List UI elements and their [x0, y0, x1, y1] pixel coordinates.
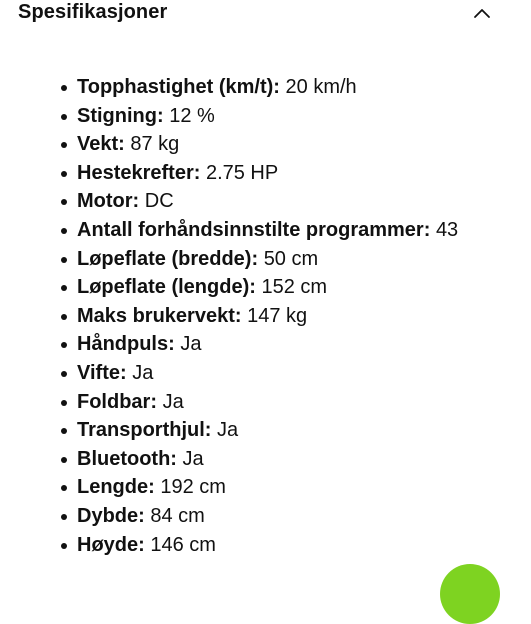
section-title: Spesifikasjoner — [18, 1, 168, 23]
spec-key: Antall forhåndsinnstilte programmer: — [77, 218, 431, 241]
spec-key: Foldbar: — [77, 390, 157, 413]
bullet-icon — [61, 228, 67, 234]
spec-key: Hestekrefter: — [77, 161, 201, 184]
bullet-icon — [61, 257, 67, 263]
spec-key: Lengde: — [77, 476, 155, 499]
spec-key: Håndpuls: — [77, 333, 175, 356]
spec-key: Høyde: — [77, 533, 145, 556]
spec-value: 20 km/h — [285, 76, 357, 98]
spec-item — [0, 102, 458, 131]
specifications-header[interactable] — [0, 0, 531, 30]
spec-value: Ja — [162, 390, 184, 413]
spec-key: Topphastighet (km/t): — [77, 76, 280, 98]
spec-value: 146 cm — [150, 533, 216, 556]
spec-key: Løpeflate (bredde): — [77, 247, 259, 270]
spec-key: Vekt: — [77, 133, 125, 156]
spec-item — [0, 445, 458, 474]
spec-key: Transporthjul: — [77, 419, 212, 442]
spec-value: 50 cm — [263, 247, 319, 270]
bullet-icon — [61, 371, 67, 377]
spec-item — [0, 130, 458, 159]
bullet-icon — [61, 314, 67, 320]
spec-key: Løpeflate (lengde): — [77, 276, 256, 299]
spec-value: 152 cm — [261, 276, 328, 299]
spec-key: Dybde: — [77, 504, 145, 527]
spec-item — [0, 502, 458, 531]
spec-item — [0, 330, 458, 359]
spec-item — [0, 216, 458, 245]
spec-item — [0, 273, 458, 302]
bullet-icon — [61, 142, 67, 148]
bullet-icon — [61, 428, 67, 434]
bullet-icon — [61, 171, 67, 177]
spec-item — [0, 359, 458, 388]
spec-value: Ja — [217, 419, 239, 442]
spec-value: 87 kg — [130, 133, 180, 156]
spec-key: Vifte: — [77, 361, 127, 384]
chevron-up-icon[interactable] — [468, 2, 496, 24]
chat-bubble-icon[interactable] — [440, 564, 500, 624]
spec-key: Bluetooth: — [77, 447, 177, 470]
spec-value: Ja — [182, 447, 204, 470]
spec-value: 2.75 HP — [205, 161, 279, 184]
spec-value: 12 % — [169, 104, 215, 127]
bullet-icon — [61, 285, 67, 291]
spec-key: Motor: — [77, 190, 140, 213]
bullet-icon — [61, 457, 67, 463]
spec-item — [0, 531, 458, 560]
spec-value: 43 — [435, 218, 459, 241]
spec-item — [0, 388, 458, 417]
bullet-icon — [61, 199, 67, 205]
bullet-icon — [61, 342, 67, 348]
spec-value: Ja — [132, 361, 154, 384]
spec-item — [0, 73, 458, 102]
spec-value: Ja — [180, 333, 202, 356]
spec-value: DC — [144, 190, 174, 213]
spec-item — [0, 159, 458, 188]
bullet-icon — [61, 85, 67, 91]
spec-list — [0, 73, 458, 559]
spec-item — [0, 302, 458, 331]
bullet-icon — [61, 514, 67, 520]
bullet-icon — [61, 400, 67, 406]
spec-value: 84 cm — [150, 504, 205, 527]
spec-value: 147 kg — [247, 304, 308, 327]
spec-value: 192 cm — [160, 476, 226, 499]
spec-key: Stigning: — [77, 104, 164, 127]
bullet-icon — [61, 114, 67, 120]
spec-item — [0, 473, 458, 502]
spec-item — [0, 187, 458, 216]
bullet-icon — [61, 543, 67, 549]
spec-item — [0, 416, 458, 445]
spec-item — [0, 245, 458, 274]
bullet-icon — [61, 485, 67, 491]
spec-key: Maks brukervekt: — [77, 304, 242, 327]
